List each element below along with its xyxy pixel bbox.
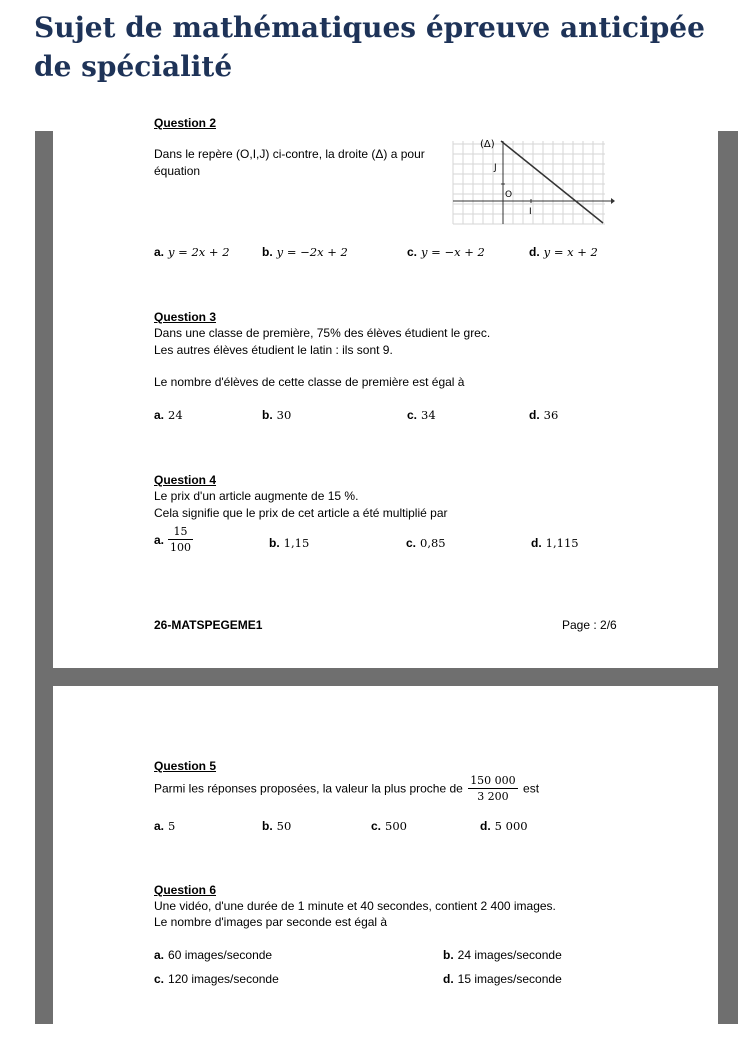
pdf-page-3 xyxy=(53,686,718,1046)
graph-delta-label: (Δ) xyxy=(480,139,495,150)
document-viewer[interactable] xyxy=(35,116,738,1024)
graph-i-label: I xyxy=(529,207,532,217)
q2-option-a: a. y = 2x + 2 xyxy=(154,245,230,259)
q6-option-a: a. 60 images/seconde xyxy=(154,948,273,962)
question-6-line1: Une vidéo, d'une durée de 1 minute et 40 secondes, contient 2 400 images. xyxy=(154,899,556,913)
q3-option-a: a. 24 xyxy=(154,408,183,422)
graph-j-label: J xyxy=(494,163,497,173)
question-5-statement: Parmi les réponses proposées, la valeur la plus proche de $\frac{150 000}{3 200}$ est xyxy=(154,774,540,803)
q5-option-a: a. 5 xyxy=(154,819,176,833)
q4-option-c: c. 0,85 xyxy=(406,536,446,550)
pdf-page-2 xyxy=(53,111,718,668)
question-6-line2: Le nombre d'images par seconde est égal à xyxy=(154,915,388,929)
document-code: 26-MATSPEGEME1 xyxy=(154,618,263,632)
q6-option-b: b. 24 images/seconde xyxy=(443,948,562,962)
question-2-text-line1: Dans le repère (O,I,J) ci-contre, la droite (Δ) a pour xyxy=(154,147,425,161)
q5-option-c: c. 500 xyxy=(371,819,407,833)
q2-option-c: c. y = −x + 2 xyxy=(407,245,485,259)
coordinate-graph xyxy=(445,121,615,226)
q4-option-d: d. 1,115 xyxy=(531,536,579,550)
question-4-line2: Cela signifie que le prix de cet article a été multiplié par xyxy=(154,506,448,520)
question-3-line3: Le nombre d'élèves de cette classe de première est égal à xyxy=(154,375,465,389)
q4-option-a: a. $\frac{15}{100}$ xyxy=(154,525,192,554)
question-4-line1: Le prix d'un article augmente de 15 %. xyxy=(154,489,359,503)
question-3-title: Question 3 xyxy=(154,310,217,324)
q5-option-b: b. 50 xyxy=(262,819,292,833)
q2-option-b: b. y = −2x + 2 xyxy=(262,245,348,259)
article-title: Sujet de mathématiques épreuve anticipée de spécialité xyxy=(34,11,705,83)
question-3-line1: Dans une classe de première, 75% des élèves étudient le grec. xyxy=(154,326,491,340)
q6-option-c: c. 120 images/seconde xyxy=(154,972,279,986)
q3-option-d: d. 36 xyxy=(529,408,559,422)
q5-option-d: d. 5 000 xyxy=(480,819,528,833)
question-2-text-line2: équation xyxy=(154,164,201,178)
graph-o-label: O xyxy=(505,190,513,200)
page-number: Page : 2/6 xyxy=(562,618,617,632)
q3-option-c: c. 34 xyxy=(407,408,436,422)
q4-option-b: b. 1,15 xyxy=(269,536,310,550)
q3-option-b: b. 30 xyxy=(262,408,292,422)
question-3-line2: Les autres élèves étudient le latin : ils sont 9. xyxy=(154,343,393,357)
question-4-title: Question 4 xyxy=(154,473,217,487)
question-2-title: Question 2 xyxy=(154,116,217,130)
q2-option-d: d. y = x + 2 xyxy=(529,245,598,259)
q6-option-d: d. 15 images/seconde xyxy=(443,972,562,986)
question-6-title: Question 6 xyxy=(154,883,217,897)
question-5-title: Question 5 xyxy=(154,759,217,773)
